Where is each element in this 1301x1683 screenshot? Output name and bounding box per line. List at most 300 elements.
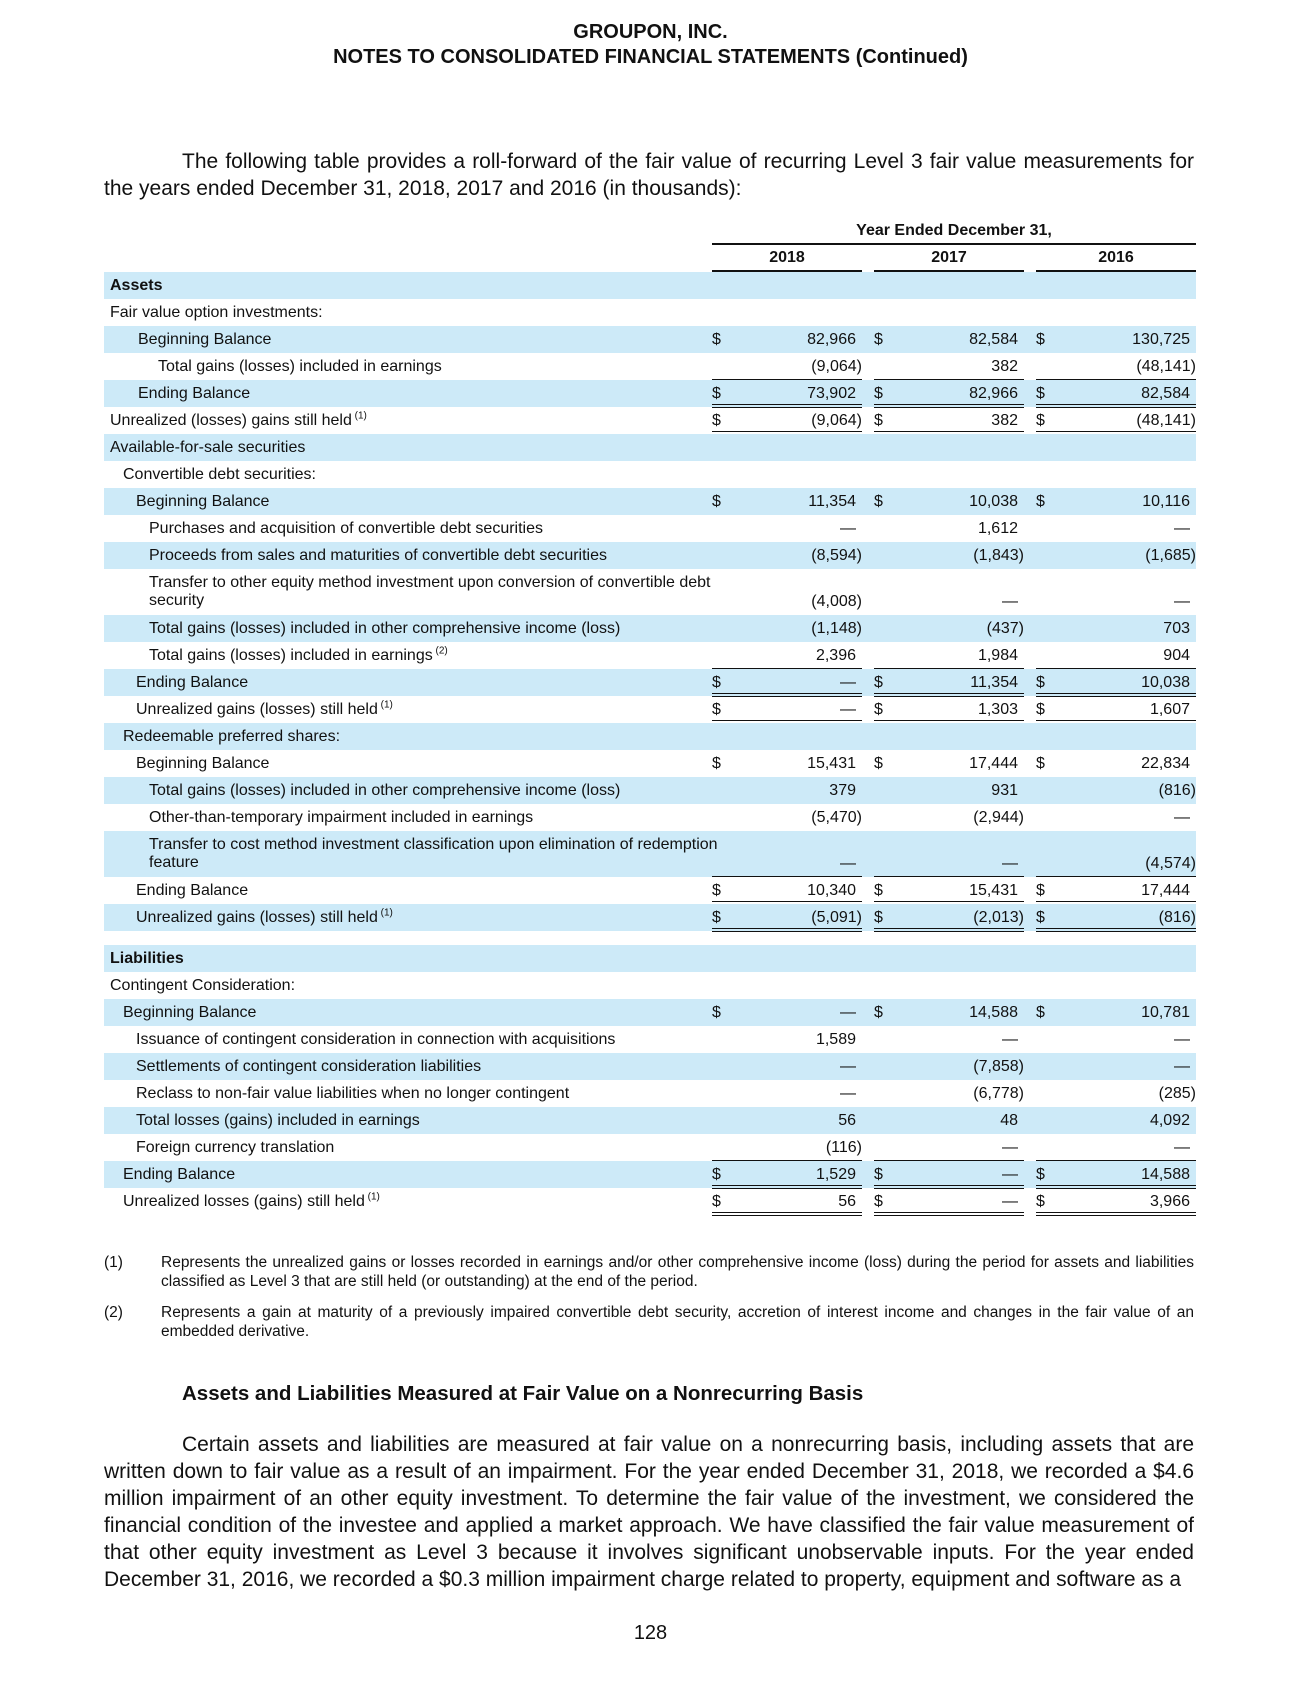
- value-text: (7,858): [973, 1058, 1024, 1075]
- value-text: —: [1174, 809, 1190, 826]
- value-cell-2017: [874, 669, 1024, 697]
- value-text: (9,064): [811, 412, 862, 429]
- currency-symbol: $: [712, 493, 721, 510]
- value-text: 382: [991, 412, 1018, 429]
- table-row: [104, 1053, 1196, 1080]
- intro-paragraph: The following table provides a roll-forward of the fair value of recurring Level 3 fair value measurements for the years ended December 31, 2018, 2017 and 2016 (in thousands):: [104, 150, 1194, 200]
- row-label-text: Beginning Balance: [136, 493, 270, 510]
- table-row: [104, 1161, 1196, 1188]
- table-row: [104, 407, 1196, 434]
- value-text: 82,966: [969, 385, 1018, 402]
- value-text: 1,589: [815, 1031, 856, 1048]
- value-cell-2017: [874, 1134, 1024, 1161]
- currency-symbol: $: [1036, 412, 1045, 429]
- value-cell-2018: [712, 542, 862, 569]
- value-text: 1,984: [977, 647, 1018, 664]
- value-text: 10,116: [1142, 493, 1190, 510]
- value-cell-2017: [874, 696, 1024, 724]
- value-text: —: [840, 1085, 856, 1102]
- footnote-ref: (1): [351, 410, 367, 422]
- value-text: —: [840, 1004, 856, 1021]
- currency-symbol: $: [1036, 1166, 1045, 1183]
- value-text: 48: [1000, 1112, 1018, 1129]
- currency-symbol: $: [1036, 1004, 1045, 1021]
- row-label: [136, 696, 393, 723]
- value-cell-2018: [712, 407, 862, 435]
- value-cell-2018: [712, 615, 862, 642]
- row-label: [149, 836, 729, 872]
- value-text: 15,431: [969, 882, 1018, 899]
- row-label: [136, 1053, 481, 1080]
- footnote-ref: (1): [377, 907, 393, 919]
- value-text: —: [1174, 520, 1190, 537]
- value-cell-2016: [1036, 488, 1196, 515]
- value-cell-2018: [712, 850, 862, 877]
- row-label-text: Ending Balance: [136, 882, 249, 899]
- table-row: [104, 1188, 1196, 1215]
- row-label-text: Total gains (losses) included in other comprehensive income (loss): [149, 620, 621, 637]
- row-label-text: Purchases and acquisition of convertible debt securities: [149, 520, 543, 537]
- value-text: 2,396: [815, 647, 856, 664]
- row-label: [136, 1107, 420, 1134]
- value-cell-2016: [1036, 615, 1196, 642]
- value-text: (437): [986, 620, 1024, 637]
- value-text: 82,584: [1141, 385, 1190, 402]
- value-cell-2016: [1036, 542, 1196, 569]
- currency-symbol: $: [874, 493, 883, 510]
- value-text: —: [1002, 855, 1018, 872]
- footnote-1: [104, 1253, 1194, 1291]
- value-cell-2017: [874, 1107, 1024, 1134]
- value-cell-2016: [1036, 696, 1196, 724]
- row-label: [110, 945, 184, 972]
- row-label: [136, 1080, 569, 1107]
- currency-symbol: $: [874, 909, 883, 926]
- value-text: (48,141): [1136, 358, 1196, 375]
- value-cell-2016: [1036, 1080, 1196, 1107]
- value-text: (5,470): [811, 809, 862, 826]
- currency-symbol: $: [874, 1004, 883, 1021]
- value-text: —: [1002, 1193, 1018, 1210]
- value-text: 73,902: [807, 385, 856, 402]
- currency-symbol: $: [712, 1004, 721, 1021]
- value-cell-2016: [1036, 588, 1196, 615]
- value-text: 904: [1163, 647, 1190, 664]
- row-label-text: Settlements of contingent consideration liabilities: [136, 1058, 482, 1075]
- value-cell-2016: [1036, 804, 1196, 831]
- table-row: [104, 1026, 1196, 1053]
- value-cell-2018: [712, 1134, 862, 1161]
- value-cell-2018: [712, 696, 862, 724]
- row-label: [136, 488, 269, 515]
- value-text: (4,008): [811, 593, 862, 610]
- currency-symbol: $: [1036, 1193, 1045, 1210]
- table-row: [104, 380, 1196, 407]
- value-cell-2016: [1036, 515, 1196, 542]
- value-cell-2018: [712, 904, 862, 932]
- value-cell-2016: [1036, 1134, 1196, 1161]
- row-label-text: Available-for-sale securities: [110, 439, 306, 456]
- value-cell-2017: [874, 488, 1024, 515]
- value-text: —: [1174, 1031, 1190, 1048]
- table-row: [104, 972, 1196, 999]
- value-cell-2017: [874, 1188, 1024, 1216]
- value-cell-2017: [874, 750, 1024, 777]
- row-label-text: Beginning Balance: [138, 331, 272, 348]
- value-cell-2017: [874, 642, 1024, 669]
- currency-symbol: $: [874, 755, 883, 772]
- value-cell-2018: [712, 877, 862, 905]
- row-label-text: Ending Balance: [123, 1166, 236, 1183]
- value-text: (4,574): [1145, 855, 1196, 872]
- section-title: Assets and Liabilities Measured at Fair Value on a Nonrecurring Basis: [182, 1382, 864, 1405]
- row-label-text: Reclass to non-fair value liabilities when no longer contingent: [136, 1085, 570, 1102]
- row-label: [123, 1161, 235, 1188]
- row-label: [149, 642, 448, 669]
- value-cell-2018: [712, 750, 862, 777]
- value-cell-2017: [874, 515, 1024, 542]
- row-label: [136, 904, 393, 931]
- table-row: [104, 1107, 1196, 1134]
- value-cell-2016: [1036, 353, 1196, 380]
- year-label-2017: 2017: [874, 246, 1024, 272]
- row-label: [123, 999, 256, 1026]
- row-label-text: Issuance of contingent consideration in connection with acquisitions: [136, 1031, 616, 1048]
- value-cell-2018: [712, 1026, 862, 1053]
- currency-symbol: $: [874, 1166, 883, 1183]
- value-text: (816): [1158, 909, 1196, 926]
- row-label: [149, 777, 620, 804]
- row-label: [136, 750, 269, 777]
- value-text: —: [840, 674, 856, 691]
- value-cell-2017: [874, 1053, 1024, 1080]
- table-row: [104, 723, 1196, 750]
- value-text: —: [1002, 593, 1018, 610]
- value-text: 1,612: [977, 520, 1018, 537]
- value-text: 56: [838, 1193, 856, 1210]
- value-cell-2017: [874, 777, 1024, 804]
- row-label-text: Transfer to cost method investment classification upon elimination of redemption feature: [149, 836, 718, 871]
- table-row: [104, 804, 1196, 831]
- table-row: [104, 299, 1196, 326]
- value-text: (48,141): [1136, 412, 1196, 429]
- row-label-text: Fair value option investments:: [110, 304, 323, 321]
- value-cell-2016: [1036, 1053, 1196, 1080]
- table-row: [104, 777, 1196, 804]
- value-cell-2017: [874, 1080, 1024, 1107]
- value-cell-2016: [1036, 850, 1196, 877]
- value-text: —: [1002, 1139, 1018, 1156]
- value-text: 56: [838, 1112, 856, 1129]
- currency-symbol: $: [1036, 755, 1045, 772]
- value-cell-2017: [874, 353, 1024, 380]
- value-cell-2016: [1036, 326, 1196, 353]
- row-label: [149, 574, 729, 610]
- footnote-2: [104, 1303, 1194, 1341]
- value-cell-2016: [1036, 642, 1196, 669]
- value-cell-2017: [874, 542, 1024, 569]
- value-cell-2017: [874, 999, 1024, 1026]
- footnote-marker: (1): [104, 1254, 123, 1271]
- row-label: [149, 804, 533, 831]
- value-cell-2017: [874, 380, 1024, 408]
- row-label: [110, 972, 295, 999]
- table-row: [104, 669, 1196, 696]
- table-row: [104, 569, 1196, 615]
- value-cell-2016: [1036, 1026, 1196, 1053]
- value-cell-2018: [712, 380, 862, 408]
- value-cell-2016: [1036, 669, 1196, 697]
- table-row: [104, 615, 1196, 642]
- value-text: 11,354: [970, 674, 1018, 691]
- value-text: —: [840, 855, 856, 872]
- company-name: GROUPON, INC.: [573, 21, 728, 43]
- value-text: (1,843): [973, 547, 1024, 564]
- currency-symbol: $: [874, 1193, 883, 1210]
- row-label: [123, 461, 316, 488]
- row-label: [110, 407, 367, 434]
- row-label: [136, 1026, 615, 1053]
- value-cell-2016: [1036, 904, 1196, 932]
- value-cell-2017: [874, 877, 1024, 905]
- row-label: [138, 326, 271, 353]
- row-label: [110, 434, 305, 461]
- footnote-text: Represents a gain at maturity of a previously impaired convertible debt security, accretion of interest income and changes in the fair value of an embedded derivative.: [161, 1304, 1194, 1340]
- table-row: [104, 542, 1196, 569]
- value-text: 10,340: [807, 882, 856, 899]
- value-cell-2016: [1036, 777, 1196, 804]
- row-label-text: Redeemable preferred shares:: [123, 728, 341, 745]
- value-text: —: [1002, 1166, 1018, 1183]
- row-label-text: Total gains (losses) included in earnings: [149, 647, 433, 664]
- value-cell-2018: [712, 777, 862, 804]
- value-text: 15,431: [807, 755, 856, 772]
- currency-symbol: $: [874, 674, 883, 691]
- value-text: 17,444: [1141, 882, 1190, 899]
- currency-symbol: $: [874, 331, 883, 348]
- year-header: Year Ended December 31,: [712, 219, 1196, 245]
- table-row: [104, 696, 1196, 723]
- value-text: —: [840, 1058, 856, 1075]
- value-text: 14,588: [969, 1004, 1018, 1021]
- value-cell-2018: [712, 1053, 862, 1080]
- value-cell-2016: [1036, 750, 1196, 777]
- page-number: 128: [633, 1622, 668, 1644]
- year-label-2018: 2018: [712, 246, 862, 272]
- value-cell-2018: [712, 804, 862, 831]
- currency-symbol: $: [712, 701, 721, 718]
- row-label: [158, 353, 442, 380]
- value-text: 10,781: [1141, 1004, 1190, 1021]
- value-cell-2016: [1036, 1188, 1196, 1216]
- value-cell-2018: [712, 588, 862, 615]
- currency-symbol: $: [874, 701, 883, 718]
- currency-symbol: $: [1036, 882, 1045, 899]
- row-label-text: Transfer to other equity method investment upon conversion of convertible debt security: [149, 574, 711, 609]
- value-text: 382: [991, 358, 1018, 375]
- value-text: 1,303: [977, 701, 1018, 718]
- value-text: 3,966: [1149, 1193, 1190, 1210]
- value-text: (1,685): [1145, 547, 1196, 564]
- currency-symbol: $: [712, 412, 721, 429]
- value-text: 1,607: [1149, 701, 1190, 718]
- value-cell-2018: [712, 326, 862, 353]
- table-row: [104, 515, 1196, 542]
- value-cell-2018: [712, 642, 862, 669]
- row-label: [110, 272, 162, 299]
- value-cell-2017: [874, 615, 1024, 642]
- table-row: [104, 1134, 1196, 1161]
- row-label-text: Total losses (gains) included in earnings: [136, 1112, 420, 1129]
- row-label-text: Beginning Balance: [136, 755, 270, 772]
- value-cell-2018: [712, 669, 862, 697]
- value-text: (285): [1158, 1085, 1196, 1102]
- value-text: 22,834: [1141, 755, 1190, 772]
- currency-symbol: $: [874, 412, 883, 429]
- currency-symbol: $: [712, 1166, 721, 1183]
- value-cell-2017: [874, 1161, 1024, 1189]
- row-label-text: Contingent Consideration:: [110, 977, 296, 994]
- body-paragraph: Certain assets and liabilities are measured at fair value on a nonrecurring basis, including assets that are written down to fair value as a result of an impairment. For the year ended December 31, 2018, we recorded a $4.6 million impairment of an other equity investment. To determine the fair value of the investment, we considered the financial condition of the investee and applied a market approach. We have classified the fair value measurement of that other equity investment as Level 3 because it involves significant unobservable inputs. For the year ended December 31, 2016, we recorded a $0.3 million impairment charge related to property, equipment and software as a: [104, 1433, 1194, 1591]
- value-text: (2,944): [973, 809, 1024, 826]
- row-label: [123, 723, 340, 750]
- value-cell-2016: [1036, 877, 1196, 905]
- value-cell-2016: [1036, 407, 1196, 435]
- value-cell-2018: [712, 1188, 862, 1216]
- row-label: [123, 1188, 380, 1215]
- footnotes: [104, 1253, 1194, 1353]
- page-subtitle: NOTES TO CONSOLIDATED FINANCIAL STATEMENTS (Continued): [333, 46, 968, 68]
- value-text: 10,038: [969, 493, 1018, 510]
- table-row: [104, 999, 1196, 1026]
- table-row: [104, 904, 1196, 931]
- currency-symbol: $: [712, 755, 721, 772]
- table-row: [104, 434, 1196, 461]
- value-text: 1,529: [815, 1166, 856, 1183]
- currency-symbol: $: [1036, 385, 1045, 402]
- value-text: (9,064): [811, 358, 862, 375]
- value-cell-2017: [874, 326, 1024, 353]
- value-text: (6,778): [973, 1085, 1024, 1102]
- value-cell-2017: [874, 804, 1024, 831]
- currency-symbol: $: [712, 882, 721, 899]
- currency-symbol: $: [874, 882, 883, 899]
- value-cell-2018: [712, 1080, 862, 1107]
- table-row: [104, 642, 1196, 669]
- table-row: [104, 1080, 1196, 1107]
- row-label: [149, 542, 607, 569]
- row-label-text: Convertible debt securities:: [123, 466, 316, 483]
- footnote-ref: (1): [364, 1191, 380, 1203]
- value-cell-2016: [1036, 999, 1196, 1026]
- row-label-text: Ending Balance: [136, 674, 249, 691]
- value-cell-2018: [712, 353, 862, 380]
- value-text: —: [840, 520, 856, 537]
- table-row: [104, 750, 1196, 777]
- currency-symbol: $: [712, 909, 721, 926]
- value-cell-2018: [712, 1161, 862, 1189]
- row-label-text: Unrealized (losses) gains still held: [110, 412, 352, 429]
- value-text: (116): [825, 1139, 862, 1156]
- row-label-text: Proceeds from sales and maturities of convertible debt securities: [149, 547, 607, 564]
- row-label-text: Other-than-temporary impairment included in earnings: [149, 809, 534, 826]
- value-cell-2017: [874, 407, 1024, 435]
- value-text: 17,444: [969, 755, 1018, 772]
- value-text: 703: [1163, 620, 1190, 637]
- row-label-text: Total gains (losses) included in other comprehensive income (loss): [149, 782, 621, 799]
- row-label-text: Assets: [110, 277, 163, 294]
- value-text: 4,092: [1149, 1112, 1190, 1129]
- year-label-2016: 2016: [1036, 246, 1196, 272]
- value-text: —: [1174, 1139, 1190, 1156]
- value-text: —: [840, 701, 856, 718]
- row-label: [149, 615, 620, 642]
- value-text: (8,594): [811, 547, 862, 564]
- currency-symbol: $: [1036, 674, 1045, 691]
- currency-symbol: $: [712, 1193, 721, 1210]
- value-cell-2016: [1036, 380, 1196, 408]
- value-text: (816): [1158, 782, 1196, 799]
- row-label: [138, 380, 250, 407]
- row-label-text: Unrealized losses (gains) still held: [123, 1193, 365, 1210]
- row-label-text: Foreign currency translation: [136, 1139, 335, 1156]
- value-text: (2,013): [973, 909, 1024, 926]
- currency-symbol: $: [874, 385, 883, 402]
- value-cell-2016: [1036, 1107, 1196, 1134]
- row-label: [149, 515, 543, 542]
- value-text: (5,091): [811, 909, 862, 926]
- value-text: 82,584: [969, 331, 1018, 348]
- value-text: (1,148): [811, 620, 862, 637]
- table-row: [104, 488, 1196, 515]
- currency-symbol: $: [712, 331, 721, 348]
- row-label-text: Liabilities: [110, 950, 184, 967]
- table-row: [104, 945, 1196, 972]
- currency-symbol: $: [712, 674, 721, 691]
- value-text: 14,588: [1141, 1166, 1190, 1183]
- value-text: —: [1002, 1031, 1018, 1048]
- value-cell-2017: [874, 904, 1024, 932]
- value-text: —: [1174, 1058, 1190, 1075]
- value-cell-2017: [874, 1026, 1024, 1053]
- table-row: [104, 272, 1196, 299]
- value-text: 379: [829, 782, 856, 799]
- value-cell-2018: [712, 999, 862, 1026]
- value-text: 130,725: [1132, 331, 1190, 348]
- table-row: [104, 353, 1196, 380]
- value-text: 82,966: [807, 331, 856, 348]
- table-row: [104, 461, 1196, 488]
- table-row: [104, 831, 1196, 877]
- value-text: 10,038: [1141, 674, 1190, 691]
- row-label-text: Beginning Balance: [123, 1004, 257, 1021]
- value-cell-2016: [1036, 1161, 1196, 1189]
- row-label-text: Total gains (losses) included in earnings: [158, 358, 442, 375]
- currency-symbol: $: [712, 385, 721, 402]
- page-header: [0, 20, 1301, 70]
- value-cell-2018: [712, 488, 862, 515]
- currency-symbol: $: [1036, 909, 1045, 926]
- value-text: 11,354: [808, 493, 856, 510]
- currency-symbol: $: [1036, 493, 1045, 510]
- value-text: 931: [991, 782, 1018, 799]
- value-cell-2018: [712, 1107, 862, 1134]
- table-row: [104, 877, 1196, 904]
- table-row: [104, 326, 1196, 353]
- value-text: —: [1174, 593, 1190, 610]
- footnote-ref: (1): [377, 699, 393, 711]
- value-cell-2017: [874, 588, 1024, 615]
